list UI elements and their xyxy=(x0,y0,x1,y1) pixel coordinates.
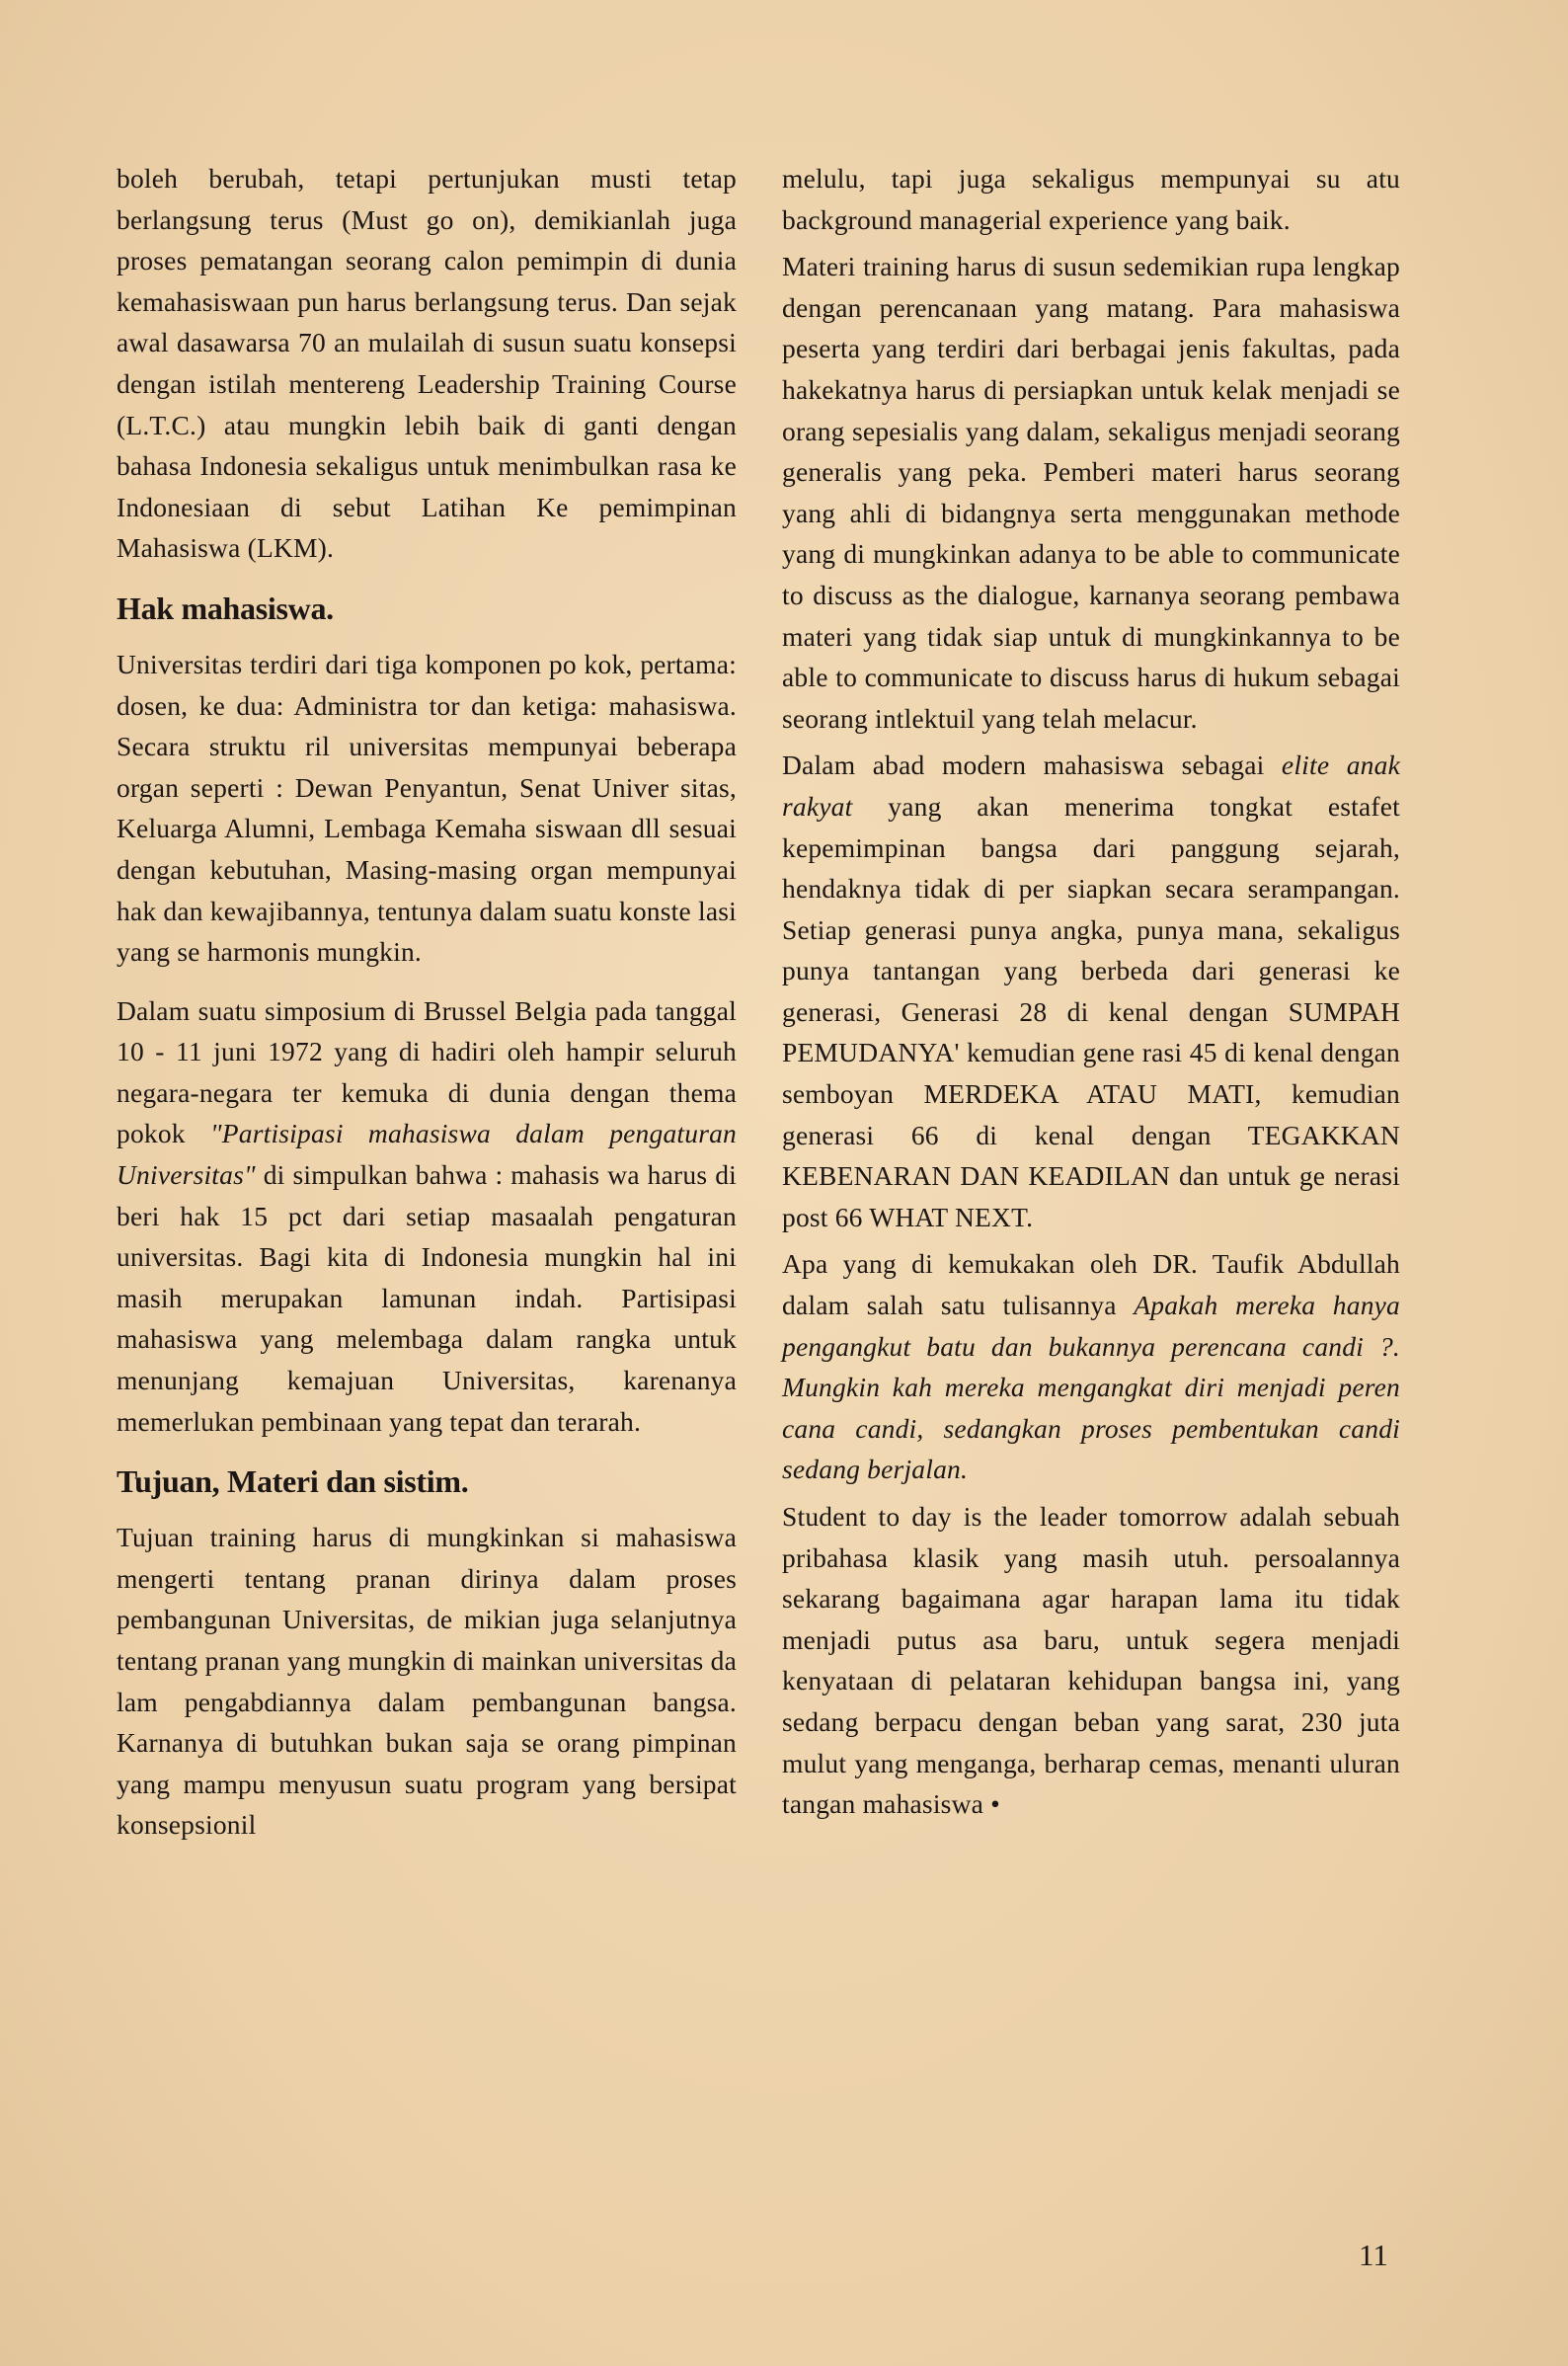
right-column xyxy=(782,158,1400,1843)
left-column xyxy=(117,158,737,1863)
paragraph-taufik-abdullah xyxy=(782,1243,1400,1490)
simposium-theme-italic: "Partisipasi mahasiswa dalam pengaturan Universitas" xyxy=(117,1118,737,1191)
elite-anak-rakyat-italic: elite anak rakyat xyxy=(782,749,1400,822)
simposium-text-a: Dalam suatu simposium di Brussel Belgia pada tanggal 10 - 11 juni 1972 yang di hadiri oleh hampir seluruh negara-negara ter kemuka di dunia dengan thema pokok xyxy=(117,994,737,1149)
paragraph-simposium xyxy=(117,990,737,1443)
page-number: 11 xyxy=(1359,2238,1388,2272)
taufik-text-a: Apa yang di kemukakan oleh DR. Taufik Abdullah dalam salah satu tulisannya xyxy=(782,1248,1400,1321)
taufik-quote-italic: Apakah mereka hanya pengangkut batu dan bukannya perencana candi ?. Mungkin kah mereka mengangkat diri menjadi peren cana candi, sedangkan proses pembentukan candi sedang berjalan. xyxy=(782,1290,1400,1485)
paragraph-komponen-universitas: Universitas terdiri dari tiga komponen po kok, pertama: dosen, ke dua: Administra tor dan ketiga: mahasiswa. Secara struktu ril universitas mempunyai beberapa organ seperti : Dewan Penyantun, Senat Univer sitas, Keluarga Alumni, Lembaga Kemaha siswaan dll sesuai dengan kebutuhan, Masing-masing organ mempunyai hak dan kewajibannya, tentunya dalam suatu konste lasi yang se harmonis mungkin. xyxy=(117,648,737,968)
paragraph-background: melulu, tapi juga sekaligus mempunyai su atu background managerial experience yang baik. xyxy=(782,163,1400,235)
paragraph-materi-training: Materi training harus di susun sedemikian rupa lengkap dengan perencanaan yang matang. Para mahasiswa peserta yang terdiri dari berbagai jenis fakultas, pada hakekatnya harus di persiapkan untuk kelak menjadi se orang sepesialis yang dalam, sekaligus menjadi seorang generalis yang peka. Pemberi materi harus seorang yang ahli di bidangnya serta menggunakan methode yang di mungkinkan adanya to be able to communicate to discuss as the dialogue, karnanya seorang pembawa materi yang tidak siap untuk di mungkinkannya to be able to communicate to discuss harus di hukum sebagai seorang intlektuil yang telah melacur. xyxy=(782,251,1400,734)
abad-modern-text-a: Dalam abad modern mahasiswa sebagai xyxy=(782,749,1282,781)
heading-hak-mahasiswa: Hak mahasiswa. xyxy=(117,590,334,626)
paragraph-tujuan-training: Tujuan training harus di mungkinkan si mahasiswa mengerti tentang pranan dirinya dalam proses pembangunan Universitas, de mikian juga selanjutnya tentang pranan yang mungkin di mainkan universitas da lam pengabdiannya dalam pembangunan bangsa. Karnanya di butuhkan bukan saja se orang pimpinan yang mampu menyusun suatu program yang bersipat konsepsionil xyxy=(117,1522,737,1841)
abad-modern-text-b: yang akan menerima tongkat estafet kepemimpinan bangsa dari panggung sejarah, hendaknya tidak di per siapkan secara serampangan. Setiap generasi punya angka, punya mana, sekaligus punya tantangan yang berbeda dari generasi ke generasi, Generasi 28 di kenal dengan SUMPAH PEMUDANYA' kemudian gene rasi 45 di kenal dengan semboyan MERDEKA ATAU MATI, kemudian generasi 66 di kenal dengan TEGAKKAN KEBENARAN DAN KEADILAN dan untuk ge nerasi post 66 WHAT NEXT. xyxy=(782,790,1400,1232)
heading-tujuan-materi-sistim: Tujuan, Materi dan sistim. xyxy=(117,1463,469,1500)
paragraph-student-today: Student to day is the leader tomorrow adalah sebuah pribahasa klasik yang masih utuh. persoalannya sekarang bagaimana agar harapan lama itu tidak menjadi putus asa baru, untuk segera menjadi kenyataan di pelataran kehidupan bangsa ini, yang sedang berpacu dengan beban yang sarat, 230 juta mulut yang menganga, berharap cemas, menanti uluran tangan mahasiswa • xyxy=(782,1501,1400,1820)
paragraph-ltc: boleh berubah, tetapi pertunjukan musti tetap berlangsung terus (Must go on), demikianlah juga proses pematangan seorang calon pemimpin di dunia kemahasiswaan pun harus berlangsung terus. Dan sejak awal dasawarsa 70 an mulailah di susun suatu konsepsi dengan istilah mentereng Leadership Training Course (L.T.C.) atau mungkin lebih baik di ganti dengan bahasa Indonesia sekaligus untuk menimbulkan rasa ke Indonesiaan di sebut Latihan Ke pemimpinan Mahasiswa (LKM). xyxy=(117,163,737,564)
paragraph-abad-modern xyxy=(782,745,1400,1237)
simposium-text-b: di simpulkan bahwa : mahasis wa harus di beri hak 15 pct dari setiap masaalah pengaturan universitas. Bagi kita di Indonesia mungkin hal ini masih merupakan lamunan indah. Partisipasi mahasiswa yang melembaga dalam rangka untuk menunjang kemajuan Universitas, karenanya memerlukan pembinaan yang tepat dan terarah. xyxy=(117,1159,737,1437)
